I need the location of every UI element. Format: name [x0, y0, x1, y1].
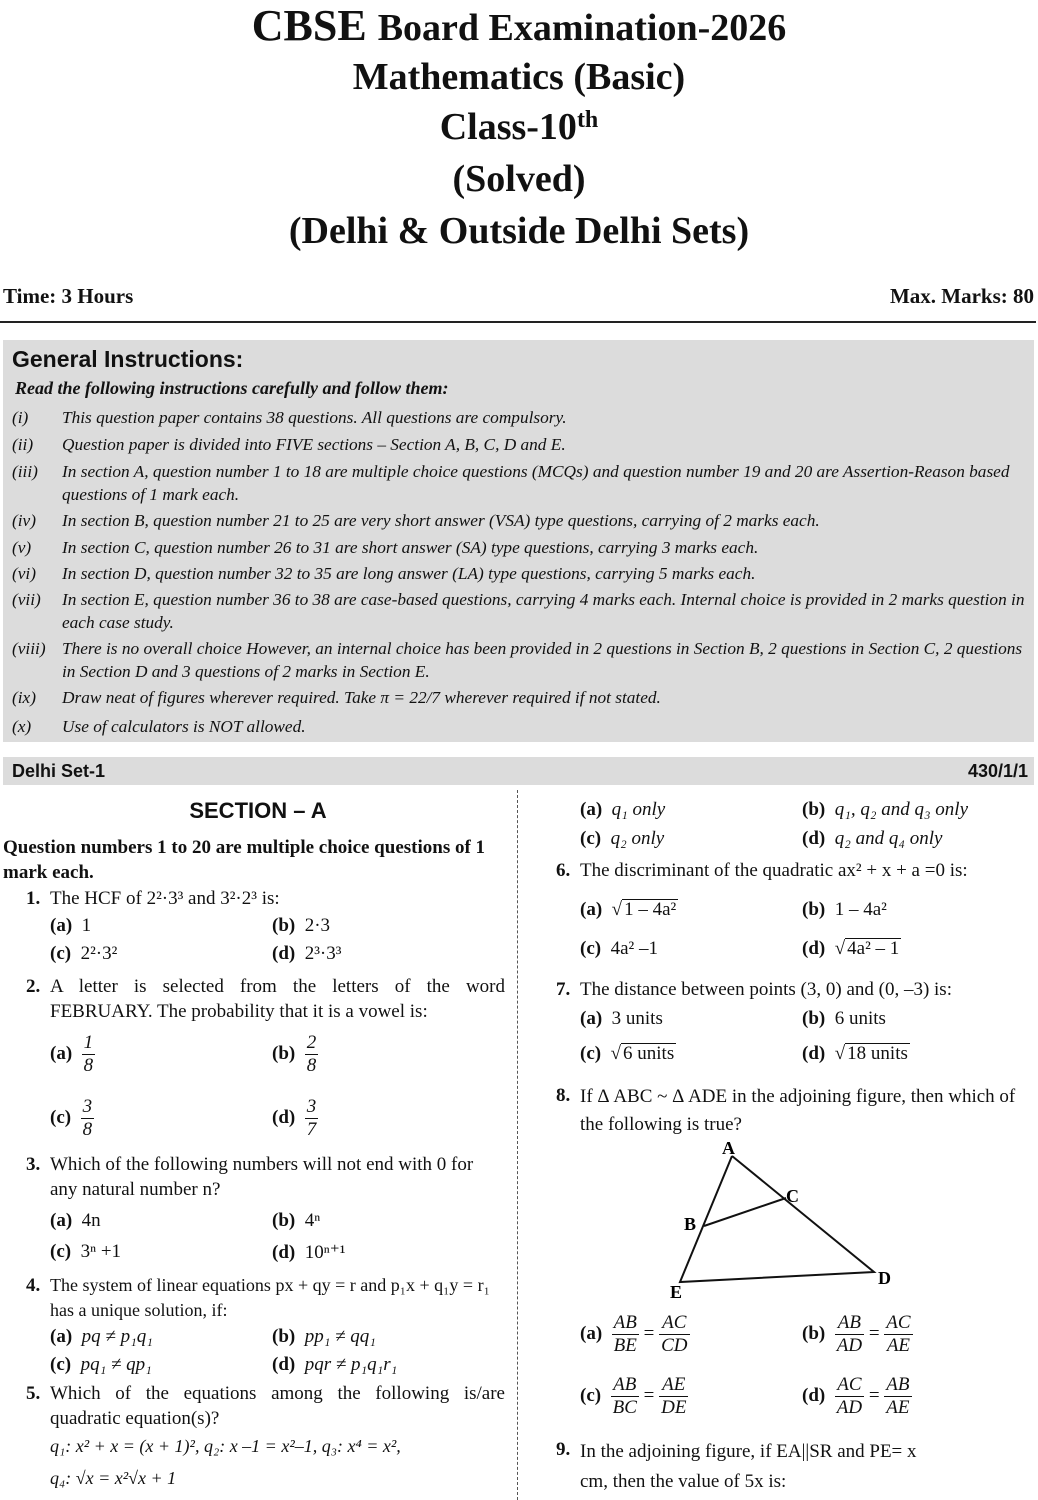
option-key: (d): [802, 1043, 826, 1064]
q5-num: 5.: [26, 1383, 41, 1404]
general-instructions: [3, 340, 1034, 742]
option-key: (a): [580, 899, 603, 920]
numerator: AB: [835, 1312, 864, 1335]
instruction-text: In section D, question number 32 to 35 are long answer (LA) type questions, carrying 5 marks each.: [62, 564, 756, 583]
q7-option-b[interactable]: [802, 1008, 886, 1030]
option-text: 10ⁿ⁺¹: [304, 1242, 346, 1263]
q2-option-c[interactable]: [50, 1096, 94, 1141]
q7-option-c[interactable]: (c) √ 6 units: [580, 1043, 675, 1064]
q5-number: [26, 1381, 40, 1406]
fraction: [81, 1096, 95, 1141]
option-key: (c): [580, 1384, 602, 1406]
q2-text: A letter is selected from the letters of the word FEBRUARY. The probability that it is a vowel is:: [50, 976, 505, 1022]
option-text: 1: [81, 915, 92, 936]
option-text: 3ⁿ +1: [80, 1241, 122, 1262]
option-text: q₁, q₂ and q₃ only: [834, 799, 969, 820]
sets-label: (Delhi & Outside Delhi Sets): [288, 210, 750, 252]
vertex-a-label: A: [722, 1138, 735, 1158]
numerator: 3: [306, 1096, 317, 1117]
q9-text: In the adjoining figure, if EA||SR and PE= x cm, then the value of 5x is:: [580, 1441, 917, 1492]
option-key: (b): [272, 1042, 296, 1064]
q8-option-d[interactable]: [802, 1374, 912, 1419]
q3-option-d[interactable]: [272, 1241, 345, 1264]
header-divider: [0, 321, 1036, 323]
equals-sign: =: [643, 1384, 655, 1406]
triangle-figure: [660, 1138, 910, 1300]
fraction: [305, 1096, 319, 1141]
q1-num: 1.: [26, 888, 41, 909]
q1-option-b[interactable]: [272, 915, 330, 937]
q5-equations-2: q₄: √x = x²√x + 1: [50, 1468, 177, 1488]
option-key: (d): [802, 1384, 826, 1406]
q7-number: [556, 977, 570, 1002]
instruction-text: Use of calculators is NOT allowed.: [62, 717, 306, 736]
option-key: (b): [802, 1322, 826, 1344]
class-title: [0, 108, 1038, 146]
numerator: 1: [83, 1032, 94, 1053]
fraction: [659, 1374, 688, 1419]
fraction: [611, 1374, 639, 1419]
instruction-text: In section E, question number 36 to 38 are case-based questions, carrying 4 marks each. Internal choice is provided in 2 marks question in each case study.: [62, 590, 1025, 632]
option-text: q₂ only: [610, 828, 665, 849]
option-key: (b): [802, 899, 826, 920]
denominator: 8: [306, 1055, 317, 1076]
q5-option-b[interactable]: [802, 799, 968, 821]
q5-option-d[interactable]: [802, 828, 942, 850]
option-key: (d): [272, 1354, 296, 1375]
q6-num: 6.: [556, 860, 571, 881]
option-text: 4n: [81, 1210, 101, 1231]
q3-option-b[interactable]: [272, 1210, 320, 1232]
instruction-num: (iii): [12, 462, 38, 481]
denominator: BE: [613, 1335, 637, 1356]
q7-text: The distance between points (3, 0) and (0, –3) is:: [580, 979, 952, 1000]
option-text: 3 units: [611, 1008, 663, 1029]
fraction: [884, 1374, 911, 1419]
option-key: (a): [580, 1008, 603, 1029]
denominator: AD: [836, 1335, 863, 1356]
fraction: [659, 1312, 689, 1357]
q6-option-c[interactable]: [580, 938, 658, 960]
option-key: (d): [802, 828, 826, 849]
instruction-text: In section B, question number 21 to 25 are very short answer (VSA) type questions, carrying of 2 marks each.: [62, 511, 820, 530]
denominator: BC: [612, 1397, 637, 1418]
q8-num: 8.: [556, 1085, 571, 1106]
option-text: pq₁ ≠ qp₁: [80, 1354, 152, 1375]
class-sup: th: [576, 107, 599, 133]
q9-number: [556, 1437, 570, 1462]
instruction-text: In section C, question number 26 to 31 are short answer (SA) type questions, carrying 3 marks each.: [62, 538, 759, 557]
instruction-num: (viii): [12, 639, 46, 658]
q4-text: The system of linear equations px + qy = r and p₁x + q₁y = r₁ has a unique solution, if:: [50, 1275, 490, 1320]
instruction-num: (x): [12, 717, 32, 736]
q8-option-c[interactable]: [580, 1374, 688, 1419]
q6-option-d[interactable]: (d) √ 4a² – 1: [802, 938, 900, 959]
title-rest: Board Examination-2026: [377, 7, 787, 49]
q4-num: 4.: [26, 1275, 41, 1296]
option-text: 4a² –1: [610, 938, 658, 959]
numerator: AC: [886, 1312, 911, 1333]
fraction: [835, 1312, 864, 1357]
option-text: 4a² – 1: [847, 938, 900, 959]
instruction-num: (ix): [12, 688, 36, 707]
option-key: (d): [272, 1242, 296, 1263]
q2-option-a[interactable]: [50, 1032, 95, 1077]
vertex-c-label: C: [786, 1186, 799, 1206]
fraction: [884, 1312, 912, 1357]
numerator: AB: [886, 1374, 910, 1395]
instruction-text: There is no overall choice However, an internal choice has been provided in 2 questions in Section B, 2 questions in Section C, 2 questions in Section D and 3 questions of 2 marks in Section E.: [62, 639, 1023, 681]
option-key: (c): [580, 828, 602, 849]
option-key: (a): [50, 1210, 73, 1231]
option-text: 1 – 4a²: [834, 899, 887, 920]
q2-number: [26, 974, 40, 999]
q3-option-c[interactable]: [50, 1241, 121, 1263]
fraction: [612, 1312, 639, 1357]
time-label: Time: 3 Hours: [3, 284, 134, 308]
instruction-num: (vi): [12, 564, 36, 583]
class-label: Class-10: [439, 106, 577, 148]
instruction-text: Question paper is divided into FIVE sections – Section A, B, C, D and E.: [62, 435, 566, 454]
section-a-title: SECTION – A: [189, 798, 327, 823]
q6-option-a[interactable]: (a) √ 1 – 4a²: [580, 899, 677, 920]
numerator: AB: [611, 1374, 639, 1397]
option-key: (b): [272, 1326, 296, 1347]
q8-option-a[interactable]: [580, 1312, 690, 1357]
numerator: AC: [659, 1312, 689, 1335]
numerator: AE: [659, 1374, 688, 1397]
title-cbse: CBSE: [251, 1, 367, 50]
q5-text: Which of the equations among the following is/are quadratic equation(s)?: [50, 1383, 505, 1429]
instruction-num: (i): [12, 408, 29, 427]
option-key: (c): [50, 1354, 72, 1375]
numerator: 2: [306, 1032, 317, 1053]
option-key: (c): [580, 1043, 602, 1064]
vertex-b-label: B: [684, 1214, 697, 1234]
vertex-e-label: E: [670, 1282, 683, 1300]
instruction-num: (v): [12, 538, 32, 557]
instruction-num: (ii): [12, 435, 34, 454]
q7-option-d[interactable]: (d) √ 18 units: [802, 1043, 908, 1064]
max-marks-label: Max. Marks: 80: [889, 284, 1034, 308]
denominator: AE: [886, 1397, 910, 1418]
option-key: (b): [802, 1008, 826, 1029]
q1-option-d[interactable]: [272, 943, 341, 965]
option-key: (d): [272, 1106, 296, 1128]
q3-option-a[interactable]: [50, 1210, 101, 1232]
equals-sign: =: [643, 1322, 655, 1344]
set-name: Delhi Set-1: [12, 761, 106, 781]
q1-option-a[interactable]: [50, 915, 91, 937]
option-text: 2²·3²: [80, 943, 118, 964]
denominator: AE: [886, 1335, 911, 1356]
subject-title: Mathematics (Basic): [352, 56, 686, 98]
q1-option-c[interactable]: [50, 943, 117, 965]
q6-number: [556, 858, 570, 883]
outer-triangle: [680, 1156, 874, 1282]
equals-sign: =: [868, 1384, 880, 1406]
instruction-text: Draw neat of figures wherever required. Take π = 22/7 wherever required if not stated.: [62, 688, 661, 707]
q9-num: 9.: [556, 1439, 571, 1460]
option-text: q₁ only: [611, 799, 666, 820]
q3-text: Which of the following numbers will not end with 0 for any natural number n?: [50, 1154, 474, 1200]
numerator: AB: [613, 1312, 637, 1333]
option-key: (c): [50, 1241, 72, 1262]
q5-option-a[interactable]: [580, 799, 665, 821]
option-text: q₂ and q₄ only: [834, 828, 943, 849]
q6-text: The discriminant of the quadratic ax² + x + a =0 is:: [580, 860, 968, 881]
q5-option-c[interactable]: [580, 828, 664, 850]
section-a-intro: Question numbers 1 to 20 are multiple choice questions of 1 mark each.: [3, 837, 486, 883]
column-divider: [517, 790, 518, 1500]
instructions-subheading: Read the following instructions carefully and follow them:: [15, 378, 449, 398]
option-key: (d): [272, 943, 296, 964]
q6-option-b[interactable]: [802, 899, 887, 921]
option-text: 6 units: [623, 1043, 675, 1064]
numerator: AC: [835, 1374, 864, 1397]
option-key: (a): [50, 1042, 73, 1064]
instruction-text: This question paper contains 38 questions. All questions are compulsory.: [62, 408, 567, 427]
segment-bc: [704, 1198, 786, 1226]
option-text: pq ≠ p₁q₁: [81, 1326, 153, 1347]
instruction-num: (vii): [12, 590, 41, 609]
denominator: 8: [83, 1055, 94, 1076]
exam-title: [0, 1, 1038, 50]
option-key: (c): [50, 943, 72, 964]
denominator: DE: [661, 1397, 687, 1418]
vertex-d-label: D: [878, 1268, 891, 1288]
instruction-num: (iv): [12, 511, 36, 530]
q3-num: 3.: [26, 1154, 41, 1175]
option-text: 1 – 4a²: [624, 899, 677, 920]
option-text: 2³·3³: [304, 943, 342, 964]
option-key: (a): [580, 799, 603, 820]
option-key: (c): [580, 938, 602, 959]
q3-number: [26, 1152, 40, 1177]
option-key: (a): [50, 1326, 73, 1347]
q8-option-b[interactable]: [802, 1312, 913, 1357]
q1-text: The HCF of 2²·3³ and 3²·2³ is:: [50, 888, 280, 909]
instructions-heading: General Instructions:: [12, 346, 244, 372]
instruction-text: In section A, question number 1 to 18 are multiple choice questions (MCQs) and question number 19 and 20 are Assertion-Reason based questions of 1 mark each.: [62, 462, 1010, 504]
fraction: [82, 1032, 96, 1077]
option-text: 4ⁿ: [304, 1210, 321, 1231]
option-key: (a): [50, 915, 73, 936]
option-text: 6 units: [834, 1008, 886, 1029]
q4-option-b[interactable]: [272, 1326, 376, 1348]
option-key: (b): [272, 915, 296, 936]
option-text: 2·3: [304, 915, 331, 936]
fraction: [835, 1374, 864, 1419]
option-text: pqr ≠ p₁q₁r₁: [304, 1354, 398, 1375]
denominator: CD: [661, 1335, 688, 1356]
q4-option-a[interactable]: [50, 1326, 153, 1348]
q4-option-c[interactable]: [50, 1354, 152, 1376]
q5-equations: q₁: x² + x = (x + 1)², q₂: x –1 = x²–1, q₃: x⁴ = x²,: [50, 1436, 401, 1456]
q4-option-d[interactable]: [272, 1354, 397, 1376]
equals-sign: =: [868, 1322, 880, 1344]
q8-text: If Δ ABC ~ Δ ADE in the adjoining figure, then which of the following is true?: [580, 1086, 1016, 1135]
q4-number: [26, 1273, 40, 1298]
q7-num: 7.: [556, 979, 571, 1000]
q7-option-a[interactable]: [580, 1008, 663, 1030]
set-bar: [3, 757, 1034, 785]
denominator: AD: [836, 1397, 863, 1418]
option-key: (a): [580, 1322, 603, 1344]
option-text: 18 units: [847, 1043, 908, 1064]
option-text: pp₁ ≠ qq₁: [304, 1326, 376, 1347]
denominator: 7: [306, 1119, 317, 1140]
q2-option-b[interactable]: [272, 1032, 318, 1077]
q1-number: [26, 886, 40, 911]
set-code: 430/1/1: [967, 761, 1028, 781]
option-key: (b): [272, 1210, 296, 1231]
option-key: (c): [50, 1106, 72, 1128]
denominator: 8: [82, 1119, 93, 1140]
numerator: 3: [82, 1096, 93, 1117]
option-key: (d): [802, 938, 826, 959]
solved-label: (Solved): [452, 158, 586, 200]
q8-number: [556, 1083, 570, 1108]
option-key: (b): [802, 799, 826, 820]
q2-option-d[interactable]: [272, 1096, 318, 1141]
fraction: [305, 1032, 319, 1077]
q2-num: 2.: [26, 976, 41, 997]
